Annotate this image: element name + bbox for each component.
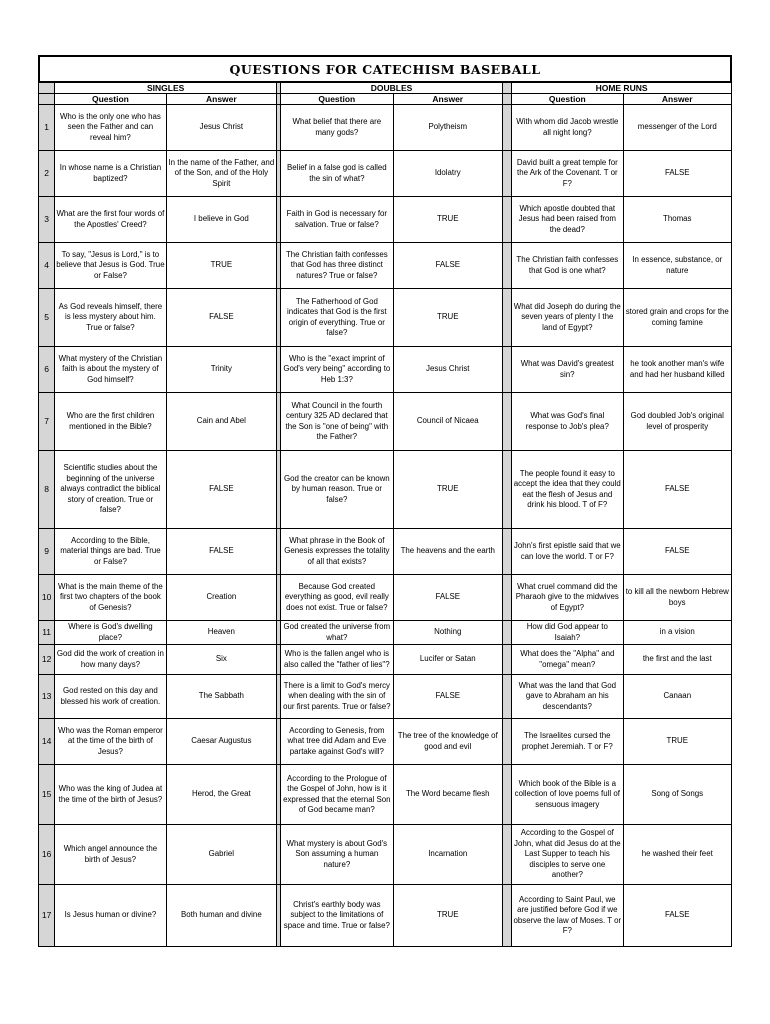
table-row xyxy=(39,645,732,675)
doubles-question: There is a limit to God's mercy when dealing with the sin of our first parents. True or false? xyxy=(281,675,393,719)
home-runs-question: What was David's greatest sin? xyxy=(512,347,623,393)
singles-question: Who is the only one who has seen the Father and can reveal him? xyxy=(55,105,166,151)
row-number: 17 xyxy=(39,885,55,947)
row-number: 1 xyxy=(39,105,55,151)
home-runs-answer: stored grain and crops for the coming famine xyxy=(623,289,731,347)
doubles-answer: The Word became flesh xyxy=(393,765,502,825)
singles-question: Who was the king of Judea at the time of the birth of Jesus? xyxy=(55,765,166,825)
column-gap xyxy=(502,393,511,451)
singles-question: Who are the first children mentioned in the Bible? xyxy=(55,393,166,451)
home-runs-answer: Canaan xyxy=(623,675,731,719)
table-row xyxy=(39,825,732,885)
home-runs-answer: FALSE xyxy=(623,151,731,197)
table-row xyxy=(39,451,732,529)
table-row xyxy=(39,575,732,621)
column-header-row xyxy=(39,94,732,105)
singles-question-header: Question xyxy=(55,94,166,105)
column-gap xyxy=(502,451,511,529)
singles-question: In whose name is a Christian baptized? xyxy=(55,151,166,197)
doubles-question: Belief in a false god is called the sin of what? xyxy=(281,151,393,197)
column-gap xyxy=(502,243,511,289)
singles-answer: Gabriel xyxy=(166,825,276,885)
doubles-answer: The heavens and the earth xyxy=(393,529,502,575)
doubles-question: Who is the "exact imprint of God's very being" according to Heb 1:3? xyxy=(281,347,393,393)
sheet-title: QUESTIONS FOR CATECHISM BASEBALL xyxy=(38,55,732,82)
row-number: 14 xyxy=(39,719,55,765)
doubles-answer: Jesus Christ xyxy=(393,347,502,393)
column-gap xyxy=(502,575,511,621)
home-runs-question-header: Question xyxy=(512,94,623,105)
singles-answer: Caesar Augustus xyxy=(166,719,276,765)
table-row xyxy=(39,765,732,825)
singles-answer: The Sabbath xyxy=(166,675,276,719)
column-gap xyxy=(502,151,511,197)
home-runs-answer: FALSE xyxy=(623,529,731,575)
singles-answer: FALSE xyxy=(166,529,276,575)
doubles-answer: FALSE xyxy=(393,675,502,719)
home-runs-question: What did Joseph do during the seven years of plenty I the land of Egypt? xyxy=(512,289,623,347)
column-gap xyxy=(502,885,511,947)
home-runs-answer: the first and the last xyxy=(623,645,731,675)
doubles-answer: Polytheism xyxy=(393,105,502,151)
column-gap xyxy=(502,529,511,575)
singles-answer: Trinity xyxy=(166,347,276,393)
row-number: 8 xyxy=(39,451,55,529)
doubles-question: The Fatherhood of God indicates that God is the first origin of everything. True or false? xyxy=(281,289,393,347)
home-runs-question: The Christian faith confesses that God is one what? xyxy=(512,243,623,289)
doubles-answer: The tree of the knowledge of good and evil xyxy=(393,719,502,765)
doubles-answer: FALSE xyxy=(393,243,502,289)
home-runs-question: What was the land that God gave to Abraham an his descendants? xyxy=(512,675,623,719)
doubles-question: According to the Prologue of the Gospel of John, how is it expressed that the eternal Son of God became man? xyxy=(281,765,393,825)
doubles-question: Faith in God is necessary for salvation. True or false? xyxy=(281,197,393,243)
doubles-answer: FALSE xyxy=(393,575,502,621)
singles-question: What is the main theme of the first two chapters of the book of Genesis? xyxy=(55,575,166,621)
column-gap xyxy=(502,825,511,885)
corner-cell xyxy=(39,94,55,105)
home-runs-question: According to the Gospel of John, what did Jesus do at the Last Supper to teach his disciples to serve one another? xyxy=(512,825,623,885)
singles-answer: TRUE xyxy=(166,243,276,289)
row-number: 15 xyxy=(39,765,55,825)
singles-question: What mystery of the Christian faith is about the mystery of God himself? xyxy=(55,347,166,393)
group-header-row xyxy=(39,83,732,94)
home-runs-question: The Israelites cursed the prophet Jeremiah. T or F? xyxy=(512,719,623,765)
home-runs-answer: he took another man's wife and had her husband killed xyxy=(623,347,731,393)
singles-question: Scientific studies about the beginning of the universe always contradict the biblical story of creation. True or false? xyxy=(55,451,166,529)
singles-answer-header: Answer xyxy=(166,94,276,105)
singles-question: According to the Bible, material things are bad. True or False? xyxy=(55,529,166,575)
column-gap xyxy=(502,621,511,645)
home-runs-question: David built a great temple for the Ark of the Covenant. T or F? xyxy=(512,151,623,197)
singles-answer: Cain and Abel xyxy=(166,393,276,451)
doubles-question: Who is the fallen angel who is also called the "father of lies"? xyxy=(281,645,393,675)
column-gap xyxy=(502,347,511,393)
singles-answer: Herod, the Great xyxy=(166,765,276,825)
row-number: 10 xyxy=(39,575,55,621)
group-home-runs: HOME RUNS xyxy=(512,83,732,94)
row-number: 5 xyxy=(39,289,55,347)
column-gap xyxy=(502,719,511,765)
table-row xyxy=(39,289,732,347)
group-doubles: DOUBLES xyxy=(281,83,503,94)
group-singles: SINGLES xyxy=(55,83,277,94)
singles-question: Where is God's dwelling place? xyxy=(55,621,166,645)
doubles-answer: Idolatry xyxy=(393,151,502,197)
singles-answer: Both human and divine xyxy=(166,885,276,947)
singles-question: Who was the Roman emperor at the time of the birth of Jesus? xyxy=(55,719,166,765)
table-row xyxy=(39,393,732,451)
column-gap xyxy=(502,197,511,243)
row-number: 2 xyxy=(39,151,55,197)
corner-cell xyxy=(39,83,55,94)
doubles-answer: TRUE xyxy=(393,451,502,529)
singles-question: God rested on this day and blessed his work of creation. xyxy=(55,675,166,719)
singles-question: Is Jesus human or divine? xyxy=(55,885,166,947)
worksheet xyxy=(38,55,732,947)
doubles-answer: TRUE xyxy=(393,197,502,243)
doubles-answer: TRUE xyxy=(393,289,502,347)
doubles-question: God created the universe from what? xyxy=(281,621,393,645)
table-row xyxy=(39,719,732,765)
singles-answer: FALSE xyxy=(166,451,276,529)
column-gap xyxy=(502,675,511,719)
table-row xyxy=(39,675,732,719)
home-runs-question: The people found it easy to accept the idea that they could eat the flesh of Jesus and drink his blood. T of F? xyxy=(512,451,623,529)
home-runs-answer: messenger of the Lord xyxy=(623,105,731,151)
home-runs-question: John's first epistle said that we can love the world. T or F? xyxy=(512,529,623,575)
doubles-answer: TRUE xyxy=(393,885,502,947)
table-row xyxy=(39,347,732,393)
doubles-question: The Christian faith confesses that God has three distinct natures? True or false? xyxy=(281,243,393,289)
row-number: 6 xyxy=(39,347,55,393)
singles-answer: Creation xyxy=(166,575,276,621)
singles-question: Which angel announce the birth of Jesus? xyxy=(55,825,166,885)
row-number: 7 xyxy=(39,393,55,451)
column-gap xyxy=(502,83,511,94)
singles-question: What are the first four words of the Apostles' Creed? xyxy=(55,197,166,243)
doubles-question: What belief that there are many gods? xyxy=(281,105,393,151)
home-runs-answer: FALSE xyxy=(623,885,731,947)
home-runs-question: Which book of the Bible is a collection of love poems full of sensuous imagery xyxy=(512,765,623,825)
home-runs-answer-header: Answer xyxy=(623,94,731,105)
singles-answer: FALSE xyxy=(166,289,276,347)
row-number: 4 xyxy=(39,243,55,289)
row-number: 16 xyxy=(39,825,55,885)
column-gap xyxy=(502,289,511,347)
table-row xyxy=(39,243,732,289)
table-row xyxy=(39,621,732,645)
home-runs-question: According to Saint Paul, we are justified before God if we observe the law of Moses. T or F? xyxy=(512,885,623,947)
singles-answer: Heaven xyxy=(166,621,276,645)
home-runs-answer: to kill all the newborn Hebrew boys xyxy=(623,575,731,621)
row-number: 12 xyxy=(39,645,55,675)
table-row xyxy=(39,151,732,197)
column-gap xyxy=(502,94,511,105)
home-runs-answer: In essence, substance, or nature xyxy=(623,243,731,289)
doubles-question: God the creator can be known by human reason. True or false? xyxy=(281,451,393,529)
home-runs-answer: God doubled Job's original level of prosperity xyxy=(623,393,731,451)
row-number: 3 xyxy=(39,197,55,243)
home-runs-question: What cruel command did the Pharaoh give to the midwives of Egypt? xyxy=(512,575,623,621)
home-runs-question: What was God's final response to Job's plea? xyxy=(512,393,623,451)
doubles-question: What phrase in the Book of Genesis expresses the totality of all that exists? xyxy=(281,529,393,575)
home-runs-question: With whom did Jacob wrestle all night long? xyxy=(512,105,623,151)
questions-table xyxy=(38,82,732,947)
column-gap xyxy=(502,765,511,825)
singles-answer: In the name of the Father, and of the Son, and of the Holy Spirit xyxy=(166,151,276,197)
doubles-answer: Lucifer or Satan xyxy=(393,645,502,675)
doubles-question: According to Genesis, from what tree did Adam and Eve partake against God's will? xyxy=(281,719,393,765)
home-runs-answer: in a vision xyxy=(623,621,731,645)
doubles-question: What mystery is about God's Son assuming a human nature? xyxy=(281,825,393,885)
home-runs-answer: Song of Songs xyxy=(623,765,731,825)
table-row xyxy=(39,105,732,151)
home-runs-answer: FALSE xyxy=(623,451,731,529)
singles-question: God did the work of creation in how many days? xyxy=(55,645,166,675)
row-number: 13 xyxy=(39,675,55,719)
home-runs-question: How did God appear to Isaiah? xyxy=(512,621,623,645)
column-gap xyxy=(502,645,511,675)
column-gap xyxy=(502,105,511,151)
singles-question: To say, "Jesus is Lord," is to believe that Jesus is God. True or False? xyxy=(55,243,166,289)
doubles-answer: Council of Nicaea xyxy=(393,393,502,451)
doubles-answer-header: Answer xyxy=(393,94,502,105)
home-runs-question: What does the "Alpha" and "omega" mean? xyxy=(512,645,623,675)
home-runs-answer: Thomas xyxy=(623,197,731,243)
singles-answer: I believe in God xyxy=(166,197,276,243)
row-number: 9 xyxy=(39,529,55,575)
doubles-question: What Council in the fourth century 325 AD declared that the Son is "one of being" with the Father? xyxy=(281,393,393,451)
doubles-answer: Incarnation xyxy=(393,825,502,885)
doubles-answer: Nothing xyxy=(393,621,502,645)
doubles-question-header: Question xyxy=(281,94,393,105)
home-runs-answer: TRUE xyxy=(623,719,731,765)
table-row xyxy=(39,885,732,947)
singles-answer: Six xyxy=(166,645,276,675)
singles-question: As God reveals himself, there is less mystery about him. True or false? xyxy=(55,289,166,347)
doubles-question: Because God created everything as good, evil really does not exist. True or false? xyxy=(281,575,393,621)
doubles-question: Christ's earthly body was subject to the limitations of space and time. True or false? xyxy=(281,885,393,947)
singles-answer: Jesus Christ xyxy=(166,105,276,151)
home-runs-answer: he washed their feet xyxy=(623,825,731,885)
table-row xyxy=(39,529,732,575)
row-number: 11 xyxy=(39,621,55,645)
table-row xyxy=(39,197,732,243)
home-runs-question: Which apostle doubted that Jesus had been raised from the dead? xyxy=(512,197,623,243)
